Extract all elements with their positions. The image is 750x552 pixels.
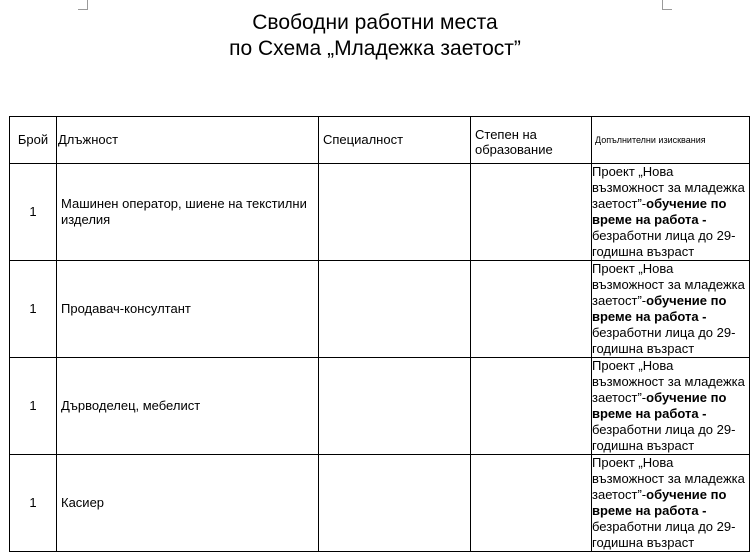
row-requirements (592, 358, 750, 455)
req-bold: обучение по време на работа - (592, 390, 727, 421)
req-bold: обучение по време на работа - (592, 196, 727, 227)
crop-mark-right-v (662, 0, 663, 9)
row-count: 1 (10, 455, 57, 552)
table-row (10, 164, 750, 261)
req-bold: обучение по време на работа - (592, 293, 727, 324)
row-specialty (319, 164, 471, 261)
row-education (471, 455, 592, 552)
row-count: 1 (10, 164, 57, 261)
row-count: 1 (10, 358, 57, 455)
req-bold: обучение по време на работа - (592, 487, 727, 518)
req-prefix: Проект „Нова възможност за младежка заетост”- (592, 358, 745, 405)
row-position: Касиер (57, 455, 319, 552)
row-education (471, 358, 592, 455)
header-position: Длъжност (57, 117, 319, 164)
header-education: Степен на образование (471, 117, 592, 164)
row-requirements (592, 261, 750, 358)
row-specialty (319, 358, 471, 455)
row-position: Машинен оператор, шиене на текстилни изделия (57, 164, 319, 261)
req-prefix: Проект „Нова възможност за младежка заетост”- (592, 261, 745, 308)
row-position: Продавач-консултант (57, 261, 319, 358)
page-title-line2: по Схема „Младежка заетост” (229, 37, 521, 60)
page-title-line1: Свободни работни места (252, 11, 498, 34)
header-number: Брой (10, 117, 57, 164)
crop-mark-left-v (87, 0, 88, 9)
req-prefix: Проект „Нова възможност за младежка заетост”- (592, 455, 745, 502)
req-prefix: Проект „Нова възможност за младежка заетост”- (592, 164, 745, 211)
row-position: Дърводелец, мебелист (57, 358, 319, 455)
table-row (10, 358, 750, 455)
row-requirements (592, 164, 750, 261)
req-suffix: безработни лица до 29-годишна възраст (592, 325, 736, 356)
header-specialty: Специалност (319, 117, 471, 164)
header-requirements: Допълнителни изисквания (592, 117, 750, 164)
row-count: 1 (10, 261, 57, 358)
vacancies-table (9, 116, 750, 552)
row-specialty (319, 261, 471, 358)
row-specialty (319, 455, 471, 552)
req-suffix: безработни лица до 29-годишна възраст (592, 422, 736, 453)
req-suffix: безработни лица до 29-годишна възраст (592, 228, 736, 259)
row-requirements (592, 455, 750, 552)
row-education (471, 164, 592, 261)
req-suffix: безработни лица до 29-годишна възраст (592, 519, 736, 550)
row-education (471, 261, 592, 358)
table-row (10, 455, 750, 552)
table-header-row (10, 117, 750, 164)
table-row (10, 261, 750, 358)
